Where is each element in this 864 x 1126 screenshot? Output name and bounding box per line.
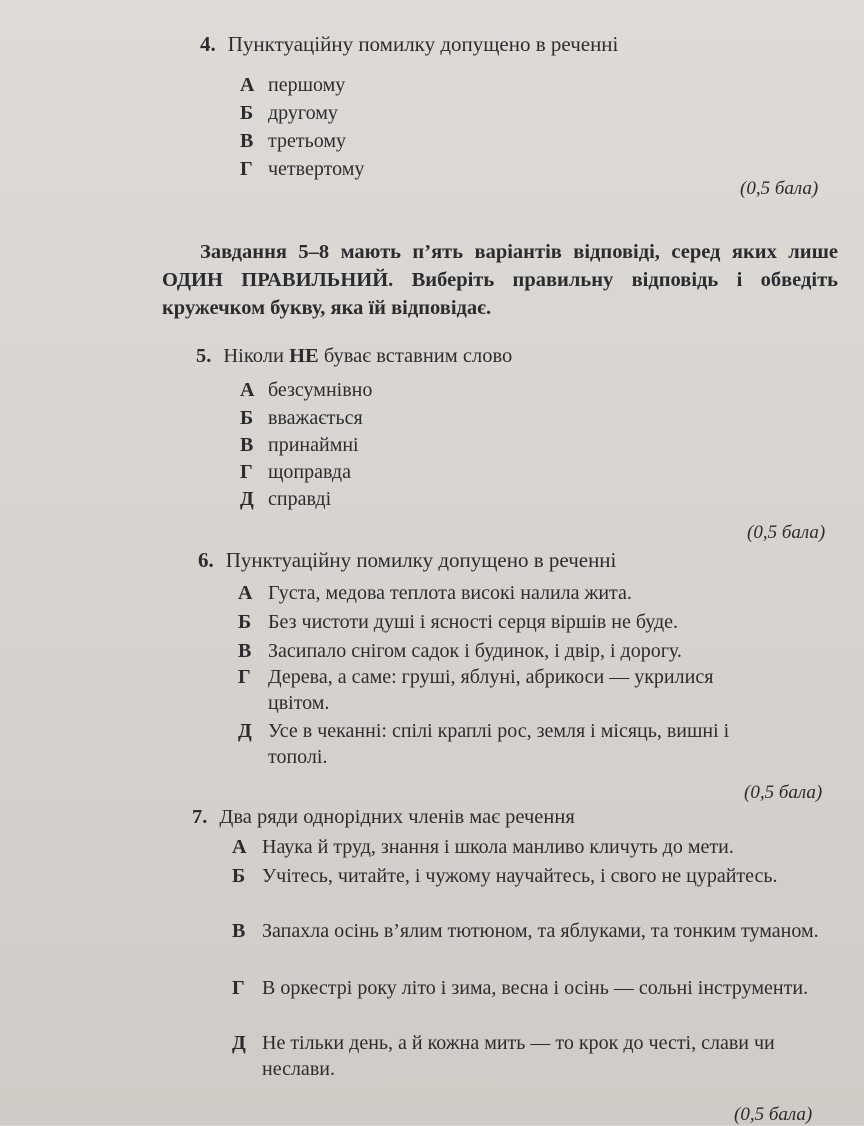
option-text: Густа, медова теплота високі налила жита. [268,582,632,604]
option-letter: А [238,582,253,604]
option-v[interactable] [232,918,832,944]
option-letter: Г [232,977,245,999]
option-g[interactable] [240,158,364,181]
option-text: першому [268,74,346,96]
option-v[interactable] [240,434,359,457]
option-b[interactable] [240,407,363,430]
option-text: принаймні [268,434,359,456]
question-text-before: Ніколи [223,345,290,367]
option-letter: Б [232,865,246,887]
option-a[interactable] [240,74,345,97]
option-text: Наука й труд, знання і школа манливо кличуть до мети. [262,836,734,858]
option-letter: Б [240,407,254,429]
option-letter: Д [240,488,254,510]
question-4-score: (0,5 бала) [740,178,819,199]
option-v[interactable] [240,130,346,153]
question-5-score: (0,5 бала) [747,522,826,543]
option-letter: Г [238,666,251,688]
option-text: третьому [268,130,346,152]
option-letter: А [232,836,247,858]
option-text: Усе в чеканні: спілі краплі рос, земля і місяць, вишні і тополі. [268,720,730,768]
option-text: четвертому [268,158,365,180]
option-text: Дерева, а саме: груші, яблуні, абрикоси — укрилися цвітом. [268,666,714,714]
option-text: В оркестрі року літо і зима, весна і осінь — сольні інструменти. [262,977,809,999]
option-text: Учітесь, читайте, і чужому научайтесь, і свого не цурайтесь. [262,865,778,887]
question-5-title [196,345,512,368]
option-text: Засипало снігом садок і будинок, і двір, і дорогу. [268,640,682,662]
option-text: другому [268,102,338,124]
option-letter: В [232,920,246,942]
question-text: Пунктуаційну помилку допущено в реченні [225,548,617,572]
option-letter: Д [238,720,252,742]
option-letter: А [240,74,255,96]
option-d[interactable] [240,488,331,511]
option-g[interactable] [232,975,832,1001]
option-text: щоправда [268,461,351,483]
option-b[interactable] [240,102,338,125]
option-letter: Б [240,102,254,124]
option-a[interactable] [238,580,778,606]
question-7-score: (0,5 бала) [734,1104,813,1125]
option-text: вважається [268,407,363,429]
option-letter: Д [232,1032,246,1054]
question-number: 6. [198,548,214,572]
option-d[interactable] [232,1030,832,1082]
option-g[interactable] [240,461,351,484]
question-number: 4. [200,32,216,56]
option-b[interactable] [232,863,832,889]
option-text: справді [268,488,332,510]
instruction-text: Завдання 5–8 мають п’ять варіантів відповіді, серед яких лише ОДИН ПРАВИЛЬНИЙ. Виберіть правильну відповідь і обведіть кружечком букву, яка їй відповідає. [162,241,838,319]
option-letter: Г [240,461,253,483]
question-4-title [200,32,618,57]
option-text: Запахла осінь в’ялим тютюном, та яблуками, та тонким туманом. [262,920,819,942]
question-text-emphasis: НЕ [289,345,319,367]
question-6-title [198,548,616,573]
option-letter: В [240,130,254,152]
question-text-after: буває вставним слово [318,345,513,367]
question-text: Два ряди однорідних членів має речення [219,806,575,828]
option-letter: А [240,379,255,401]
option-letter: В [238,640,252,662]
option-letter: В [240,434,254,456]
option-text: безсумнівно [268,379,373,401]
option-a[interactable] [232,834,838,860]
option-text: Без чистоти душі і ясності серця віршів не буде. [268,611,679,633]
question-6-score: (0,5 бала) [744,782,823,803]
option-d[interactable] [238,718,758,770]
option-letter: Г [240,158,253,180]
option-letter: Б [238,611,252,633]
instruction-block [162,238,838,322]
question-number: 5. [196,345,212,367]
question-text: Пунктуаційну помилку допущено в реченні [227,32,619,56]
question-7-title [192,806,575,829]
option-b[interactable] [238,609,798,635]
option-a[interactable] [240,379,372,402]
option-text: Не тільки день, а й кожна мить — то крок до честі, слави чи неслави. [262,1032,775,1080]
question-number: 7. [192,806,208,828]
option-v[interactable] [238,638,798,664]
option-g[interactable] [238,664,718,716]
